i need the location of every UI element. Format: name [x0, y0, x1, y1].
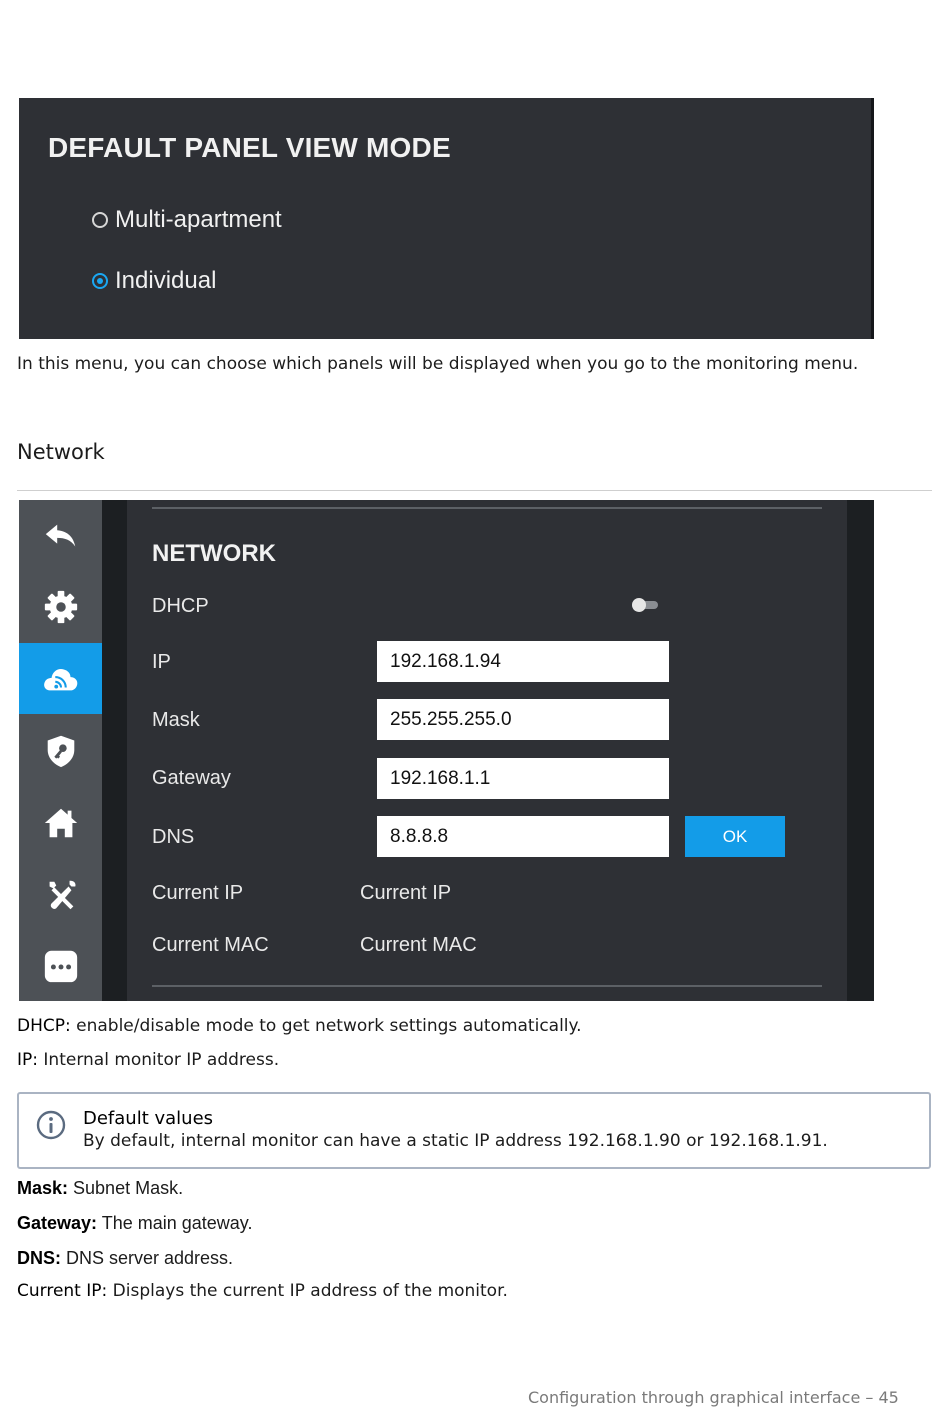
network-screenshot: [19, 500, 874, 1001]
ip-label: IP: [152, 651, 171, 673]
desc-ip: [17, 1049, 279, 1072]
desc-label: IP:: [17, 1050, 38, 1070]
page-number: 45: [878, 1388, 899, 1407]
sidebar-item-tools[interactable]: [19, 859, 102, 930]
ok-button[interactable]: OK: [685, 816, 785, 857]
option-multi-apartment[interactable]: [92, 206, 282, 234]
desc-text: Subnet Mask.: [68, 1178, 184, 1198]
sidebar-item-settings[interactable]: [19, 571, 102, 642]
dhcp-toggle[interactable]: [632, 598, 658, 612]
intro-paragraph: In this menu, you can choose which panels will be displayed when you go to the monitoring menu.: [17, 354, 859, 374]
info-body: By default, internal monitor can have a static IP address 192.168.1.90 or 192.168.1.91.: [83, 1131, 828, 1151]
dhcp-label: DHCP: [152, 595, 209, 617]
desc-mask: [17, 1178, 183, 1199]
sidebar-item-home[interactable]: [19, 787, 102, 858]
panel-bottom-line: [152, 985, 822, 987]
network-panel: [127, 500, 847, 1001]
ip-input[interactable]: 192.168.1.94: [377, 641, 669, 682]
desc-label: DNS:: [17, 1248, 61, 1268]
home-icon: [42, 804, 80, 842]
tools-icon: [42, 876, 80, 914]
desc-text: The main gateway.: [97, 1213, 253, 1233]
radio-unchecked-icon[interactable]: [92, 212, 108, 228]
toggle-knob: [632, 598, 646, 612]
option-individual[interactable]: [92, 267, 216, 295]
desc-text: Displays the current IP address of the monitor.: [107, 1281, 508, 1301]
desc-label: Mask:: [17, 1178, 69, 1198]
sidebar-item-more[interactable]: [19, 930, 102, 1001]
desc-dns: [17, 1248, 233, 1269]
current-ip-value: Current IP: [360, 882, 452, 904]
cloud-wifi-icon: [42, 660, 80, 698]
panel-top-line: [152, 507, 822, 509]
info-box: [17, 1092, 931, 1169]
gear-icon: [42, 588, 80, 626]
footer-text: Configuration through graphical interface –: [528, 1388, 874, 1407]
current-ip-label: Current IP: [152, 882, 244, 904]
radio-checked-icon[interactable]: [92, 273, 108, 289]
sidebar-item-back[interactable]: [19, 500, 102, 571]
desc-label: Current IP:: [17, 1281, 108, 1301]
desc-current-ip: [17, 1280, 508, 1303]
sidebar-item-network[interactable]: [19, 643, 102, 714]
desc-text: Internal monitor IP address.: [38, 1050, 280, 1070]
gateway-input[interactable]: 192.168.1.1: [377, 758, 669, 799]
current-mac-value: Current MAC: [360, 934, 477, 956]
dns-input[interactable]: 8.8.8.8: [377, 816, 669, 857]
back-arrow-icon: [42, 517, 80, 555]
desc-text: DNS server address.: [61, 1248, 234, 1268]
mask-input[interactable]: 255.255.255.0: [377, 699, 669, 740]
info-icon: [36, 1110, 66, 1140]
dns-label: DNS: [152, 826, 195, 848]
desc-label: DHCP:: [17, 1016, 71, 1036]
sidebar: [19, 500, 102, 1001]
shield-key-icon: [42, 732, 80, 770]
desc-text: enable/disable mode to get network settings automatically.: [70, 1016, 582, 1036]
desc-gateway: [17, 1213, 252, 1234]
page-footer: [528, 1388, 899, 1407]
panel-view-mode-title: DEFAULT PANEL VIEW MODE: [48, 132, 451, 163]
section-divider: [17, 490, 932, 491]
sidebar-item-security[interactable]: [19, 715, 102, 786]
more-icon: [42, 947, 80, 985]
desc-dhcp: [17, 1015, 582, 1038]
section-heading: Network: [17, 440, 105, 464]
gateway-label: Gateway: [152, 767, 231, 789]
option-label: Individual: [115, 267, 217, 294]
panel-view-mode-screenshot: [19, 98, 874, 339]
current-mac-label: Current MAC: [152, 934, 269, 956]
network-title: NETWORK: [152, 540, 276, 567]
desc-label: Gateway:: [17, 1213, 98, 1233]
mask-label: Mask: [152, 709, 200, 731]
option-label: Multi-apartment: [115, 206, 282, 233]
info-title: Default values: [83, 1108, 214, 1129]
